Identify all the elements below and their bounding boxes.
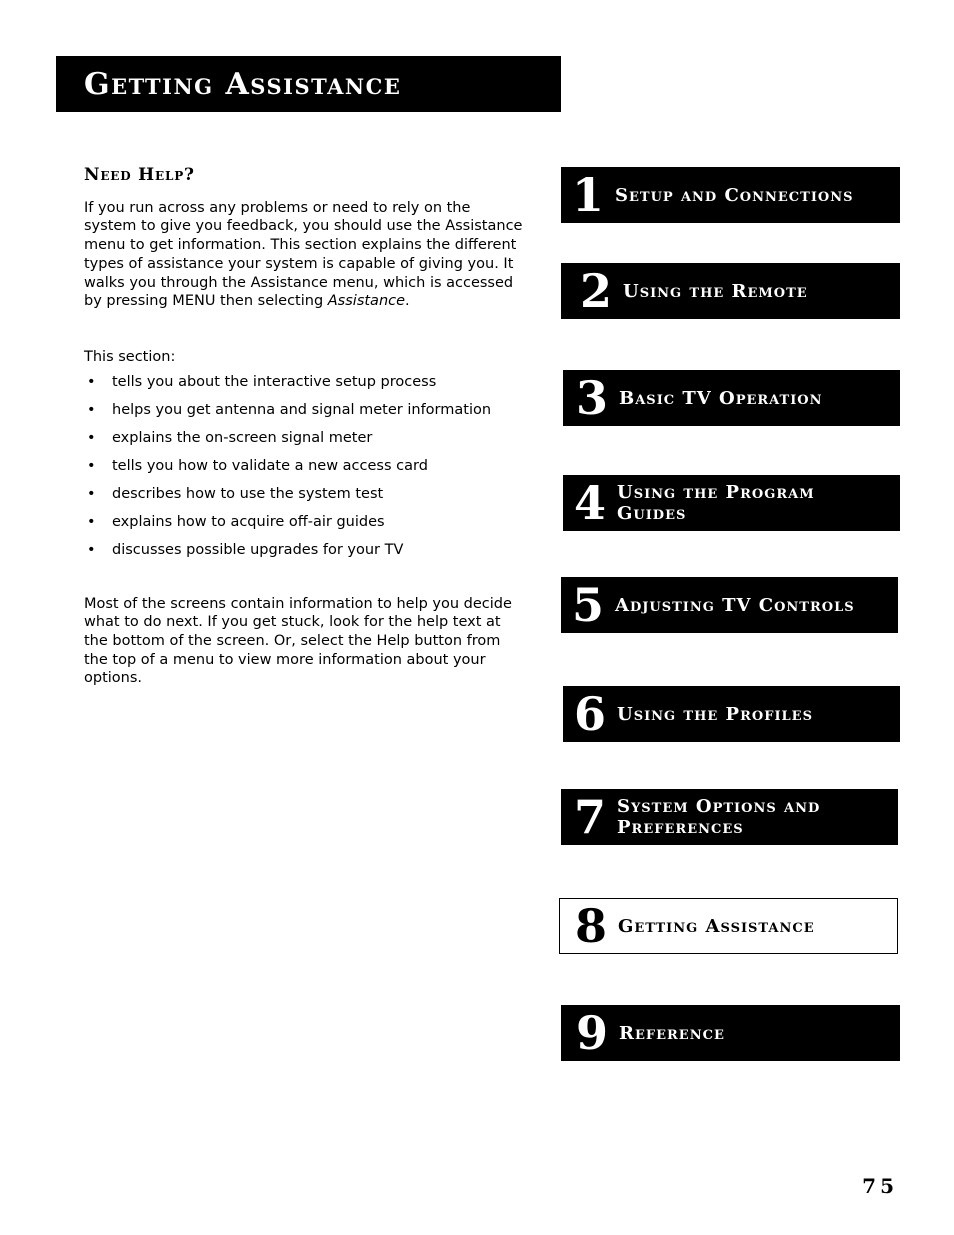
list-item <box>84 541 524 569</box>
chapter-label: Adjusting TV Controls <box>615 594 855 616</box>
list-item <box>84 513 524 541</box>
chapter-label: Setup and Connections <box>615 184 854 206</box>
section-heading: Need Help? <box>84 165 195 185</box>
list-item <box>84 429 524 457</box>
list-item-text: describes how to use the system test <box>112 485 384 502</box>
chapter-tab-2[interactable] <box>561 263 900 319</box>
chapter-label: Reference <box>619 1022 725 1044</box>
page-number: 75 <box>862 1174 898 1198</box>
chapter-number: 4 <box>573 476 606 530</box>
bullet-icon: • <box>87 541 96 558</box>
list-item-text: tells you about the interactive setup process <box>112 373 437 390</box>
list-item-text: tells you how to validate a new access card <box>112 457 428 474</box>
chapter-tab-1[interactable] <box>561 167 900 223</box>
list-item-text: discusses possible upgrades for your TV <box>112 541 404 558</box>
list-intro: This section: <box>84 348 176 365</box>
chapter-tab-6[interactable] <box>563 686 900 742</box>
list-item <box>84 401 524 429</box>
chapter-label: Using the Profiles <box>617 703 813 725</box>
chapter-label: Getting Assistance <box>618 915 815 937</box>
bullet-list <box>84 373 524 569</box>
list-item-text: helps you get antenna and signal meter information <box>112 401 492 418</box>
chapter-tab-8-current[interactable] <box>559 898 898 954</box>
chapter-title-bar <box>56 56 561 112</box>
chapter-number: 3 <box>575 371 608 425</box>
chapter-number: 9 <box>575 1006 608 1060</box>
intro-emphasis: Assistance <box>327 293 406 310</box>
closing-paragraph: Most of the screens contain information to help you decide what to do next. If you get stuck, look for the help text at the bottom of the screen. Or, select the Help button from the top of a menu to view more information about your options. <box>84 595 512 687</box>
chapter-label: Basic TV Operation <box>619 387 823 409</box>
chapter-label: Using the Remote <box>623 280 808 302</box>
chapter-number: 1 <box>571 168 604 222</box>
list-item <box>84 485 524 513</box>
bullet-icon: • <box>87 513 96 530</box>
list-item <box>84 373 524 401</box>
chapter-tab-4[interactable] <box>563 475 900 531</box>
chapter-tab-5[interactable] <box>561 577 898 633</box>
bullet-icon: • <box>87 373 96 390</box>
bullet-icon: • <box>87 401 96 418</box>
list-item <box>84 457 524 485</box>
list-item-text: explains how to acquire off-air guides <box>112 513 385 530</box>
chapter-number: 5 <box>571 578 604 632</box>
chapter-tab-3[interactable] <box>563 370 900 426</box>
main-content <box>84 166 524 688</box>
chapter-number: 2 <box>579 264 612 318</box>
list-item-text: explains the on-screen signal meter <box>112 429 373 446</box>
bullet-icon: • <box>87 429 96 446</box>
intro-text: If you run across any problems or need to rely on the system to give you feedback, you should use the Assistance menu to get information. This section explains the different types of assistance your system is capable of giving you. It walks you through the Assistance menu, which is accessed by pressing MENU then selecting <box>84 199 523 310</box>
chapter-tab-9[interactable] <box>561 1005 900 1061</box>
chapter-number: 8 <box>574 899 607 953</box>
chapter-label: System Options and Preferences <box>617 796 821 838</box>
chapter-label: Using the Program Guides <box>617 482 815 524</box>
chapter-number: 7 <box>573 790 606 844</box>
intro-paragraph <box>84 199 524 311</box>
bullet-icon: • <box>87 457 96 474</box>
chapter-number: 6 <box>573 687 606 741</box>
bullet-icon: • <box>87 485 96 502</box>
chapter-tab-7[interactable] <box>561 789 898 845</box>
page-title: Getting Assistance <box>84 66 402 102</box>
intro-end: . <box>405 293 410 310</box>
